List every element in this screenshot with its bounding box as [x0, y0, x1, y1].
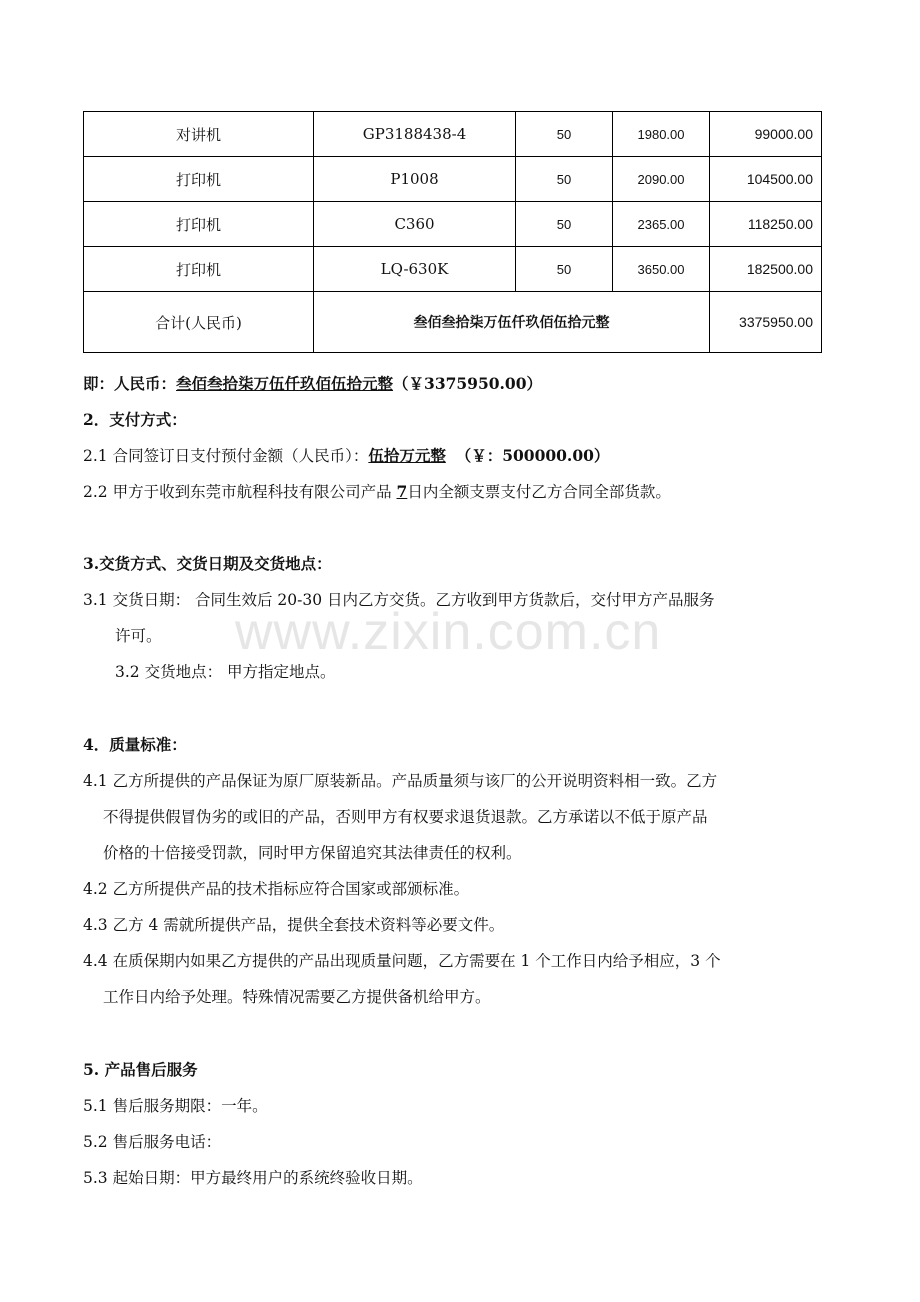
- product-model: GP3188438-4: [314, 112, 516, 157]
- payment-clause-2: [83, 480, 671, 502]
- quality-heading: 4．质量标准：: [83, 735, 187, 754]
- product-qty: 50: [516, 112, 613, 157]
- product-model: LQ-630K: [314, 247, 516, 292]
- product-amount: 118250.00: [710, 202, 822, 247]
- summary-prefix: 即：人民币：: [83, 374, 177, 393]
- summary-words: 叁佰叁拾柒万伍仟玖佰伍拾元整: [176, 374, 394, 393]
- table-row: [84, 202, 822, 247]
- total-label: 合计(人民币): [84, 292, 314, 353]
- quality-clause-4-line-2: 工作日内给予处理。特殊情况需要乙方提供备机给甲方。: [103, 988, 491, 1006]
- table-row: [84, 157, 822, 202]
- payment-p1-amount: （￥：500000.00）: [455, 446, 610, 465]
- price-table: [83, 111, 822, 353]
- quality-clause-1-line-2: 不得提供假冒伪劣的或旧的产品，否则甲方有权要求退货退款。乙方承诺以不低于原产品: [103, 808, 708, 826]
- delivery-clause-1-line-2: 许可。: [115, 627, 162, 645]
- payment-p2-prefix: 2.2 甲方于收到东莞市航程科技有限公司产品: [83, 483, 397, 501]
- delivery-heading: 3.交货方式、交货日期及交货地点：: [83, 554, 332, 573]
- product-qty: 50: [516, 247, 613, 292]
- quality-clause-2: 4.2 乙方所提供产品的技术指标应符合国家或部颁标准。: [83, 880, 470, 898]
- service-clause-2: 5.2 售后服务电话：: [83, 1133, 222, 1151]
- payment-p1-prefix: 2.1 合同签订日支付预付金额（人民币）：: [83, 447, 369, 465]
- product-model: P1008: [314, 157, 516, 202]
- service-heading: 5. 产品售后服务: [83, 1060, 198, 1079]
- product-price: 2365.00: [613, 202, 710, 247]
- product-amount: 99000.00: [710, 112, 822, 157]
- summary-amount: （￥3375950.00）: [393, 374, 542, 393]
- total-words: 叁佰叁拾柒万伍仟玖佰伍拾元整: [314, 292, 710, 353]
- product-qty: 50: [516, 157, 613, 202]
- quality-clause-4-line-1: 4.4 在质保期内如果乙方提供的产品出现质量问题，乙方需要在 1 个工作日内给予相应，3 个: [83, 952, 721, 970]
- product-name: 打印机: [84, 157, 314, 202]
- product-price: 3650.00: [613, 247, 710, 292]
- product-model: C360: [314, 202, 516, 247]
- table-row: [84, 247, 822, 292]
- summary-line: [83, 372, 542, 394]
- table-row: [84, 112, 822, 157]
- payment-p1-words: 伍拾万元整: [368, 446, 446, 465]
- payment-p2-days: 7: [396, 482, 408, 501]
- payment-clause-1: [83, 444, 609, 466]
- payment-heading: 2．支付方式：: [83, 410, 187, 429]
- total-row: [84, 292, 822, 353]
- quality-clause-3: 4.3 乙方 4 需就所提供产品，提供全套技术资料等必要文件。: [83, 916, 505, 934]
- delivery-clause-2: 3.2 交货地点： 甲方指定地点。: [115, 663, 336, 681]
- quality-clause-1-line-1: 4.1 乙方所提供的产品保证为原厂原装新品。产品质量须与该厂的公开说明资料相一致。乙方: [83, 772, 718, 790]
- total-amount: 3375950.00: [710, 292, 822, 353]
- product-name: 打印机: [84, 247, 314, 292]
- watermark: www.zixin.com.cn: [235, 603, 662, 661]
- quality-clause-1-line-3: 价格的十倍接受罚款，同时甲方保留追究其法律责任的权利。: [103, 844, 522, 862]
- payment-p2-suffix: 日内全额支票支付乙方合同全部货款。: [407, 483, 671, 501]
- product-amount: 182500.00: [710, 247, 822, 292]
- product-price: 1980.00: [613, 112, 710, 157]
- service-clause-1: 5.1 售后服务期限：一年。: [83, 1097, 268, 1115]
- service-clause-3: 5.3 起始日期：甲方最终用户的系统终验收日期。: [83, 1169, 423, 1187]
- product-name: 打印机: [84, 202, 314, 247]
- product-price: 2090.00: [613, 157, 710, 202]
- delivery-clause-1-line-1: 3.1 交货日期： 合同生效后 20-30 日内乙方交货。乙方收到甲方货款后，交付甲方产品服务: [83, 591, 715, 609]
- product-name: 对讲机: [84, 112, 314, 157]
- product-qty: 50: [516, 202, 613, 247]
- product-amount: 104500.00: [710, 157, 822, 202]
